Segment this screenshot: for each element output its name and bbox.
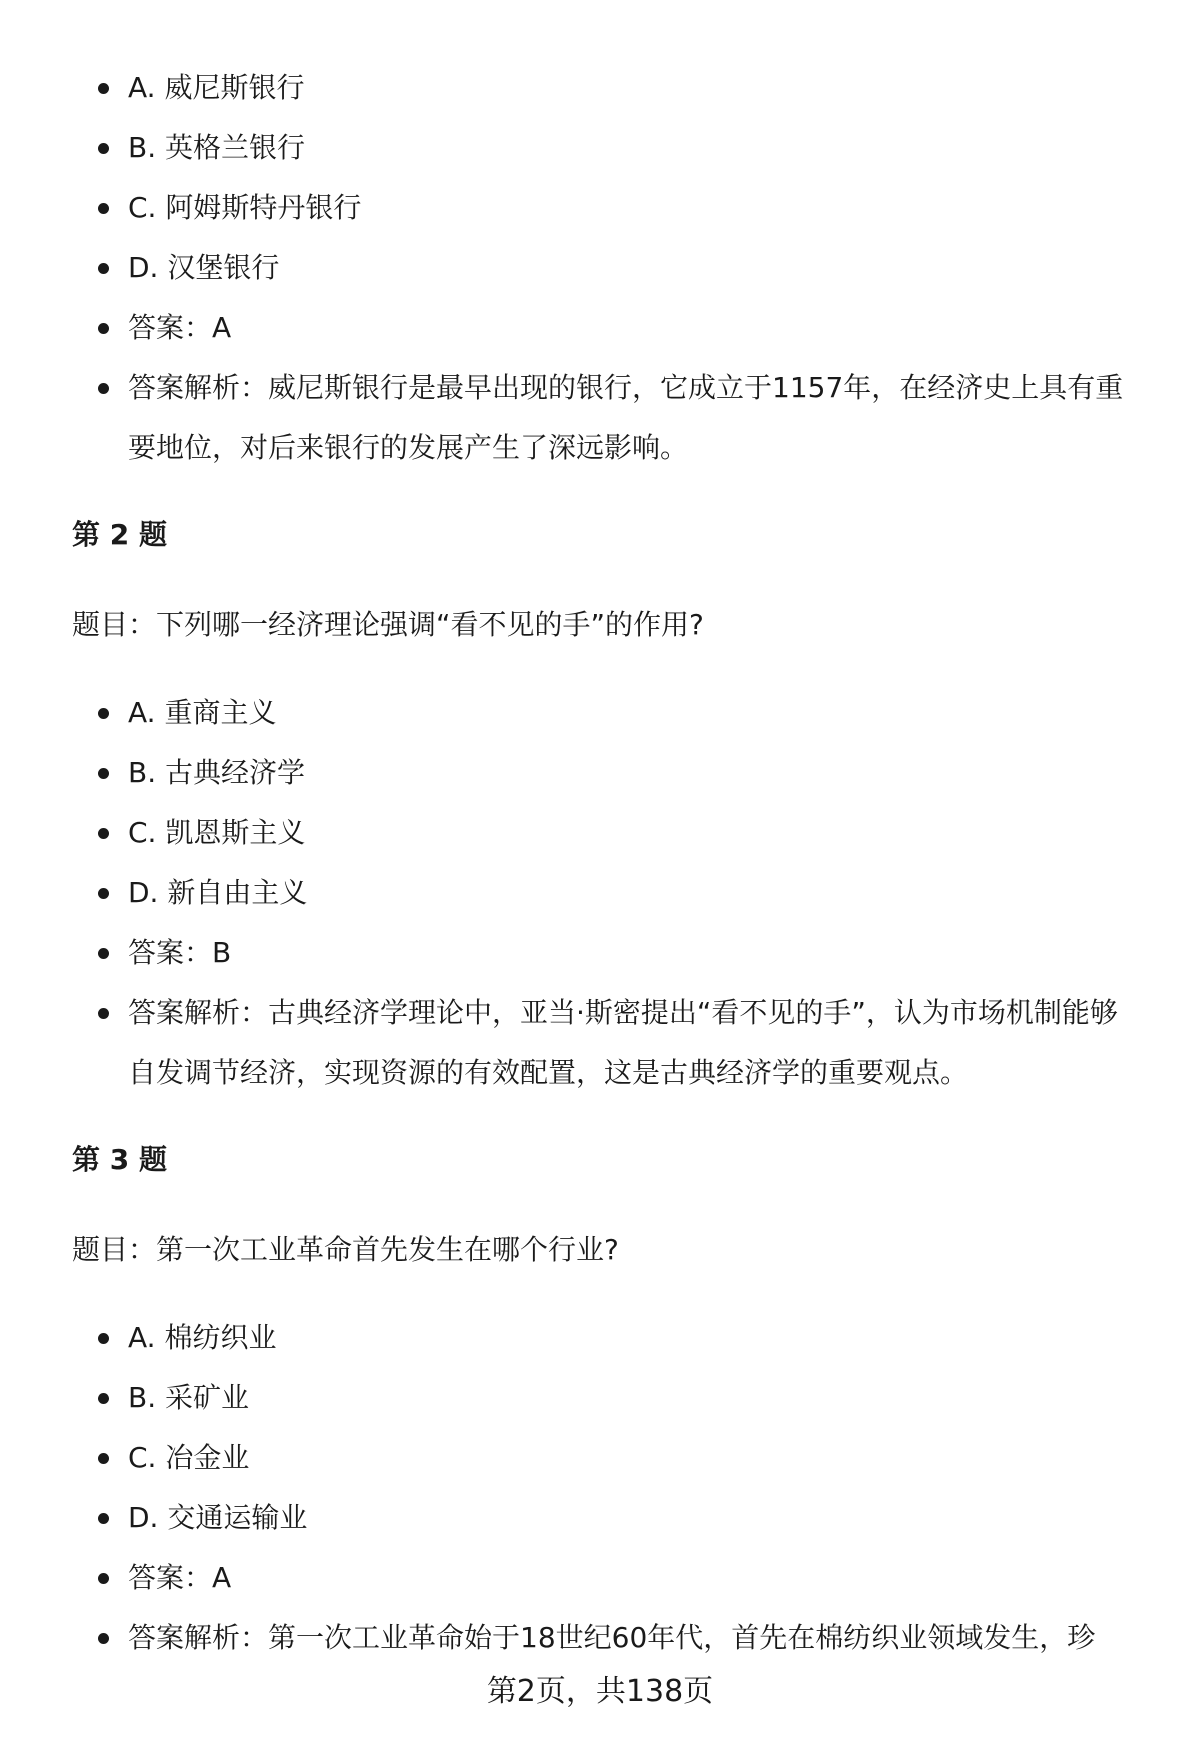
q2-option-list — [0, 683, 1200, 1103]
q3-option-b: B. 采矿业 — [0, 1368, 1155, 1428]
q2-heading: 第 2 题 — [72, 518, 167, 551]
q1-answer: 答案：A — [0, 298, 1200, 358]
q2-option-d: D. 新自由主义 — [0, 863, 1200, 923]
q3-option-c: C. 冶金业 — [0, 1428, 1155, 1488]
q3-option-list — [0, 1308, 1155, 1668]
q3-stem: 题目：第一次工业革命首先发生在哪个行业? — [72, 1233, 619, 1266]
q2-option-b: B. 古典经济学 — [0, 743, 1200, 803]
q1-option-a: A. 威尼斯银行 — [0, 58, 1200, 118]
q1-option-list — [0, 58, 1200, 478]
q3-heading: 第 3 题 — [72, 1143, 167, 1176]
q1-option-d: D. 汉堡银行 — [0, 238, 1200, 298]
q1-analysis: 答案解析：威尼斯银行是最早出现的银行，它成立于1157年，在经济史上具有重要地位，对后来银行的发展产生了深远影响。 — [0, 358, 1200, 478]
q2-analysis: 答案解析：古典经济学理论中，亚当·斯密提出“看不见的手”，认为市场机制能够自发调节经济，实现资源的有效配置，这是古典经济学的重要观点。 — [0, 983, 1200, 1103]
q1-option-c: C. 阿姆斯特丹银行 — [0, 178, 1200, 238]
q3-option-d: D. 交通运输业 — [0, 1488, 1155, 1548]
q3-option-a: A. 棉纺织业 — [0, 1308, 1155, 1368]
page-footer: 第2页，共138页 — [486, 1674, 714, 1709]
q2-option-c: C. 凯恩斯主义 — [0, 803, 1200, 863]
q3-analysis: 答案解析：第一次工业革命始于18世纪60年代，首先在棉纺织业领域发生，珍 — [0, 1608, 1155, 1668]
q3-answer: 答案：A — [0, 1548, 1155, 1608]
q2-option-a: A. 重商主义 — [0, 683, 1200, 743]
q1-option-b: B. 英格兰银行 — [0, 118, 1200, 178]
q2-stem: 题目：下列哪一经济理论强调“看不见的手”的作用? — [72, 608, 704, 641]
q2-answer: 答案：B — [0, 923, 1200, 983]
